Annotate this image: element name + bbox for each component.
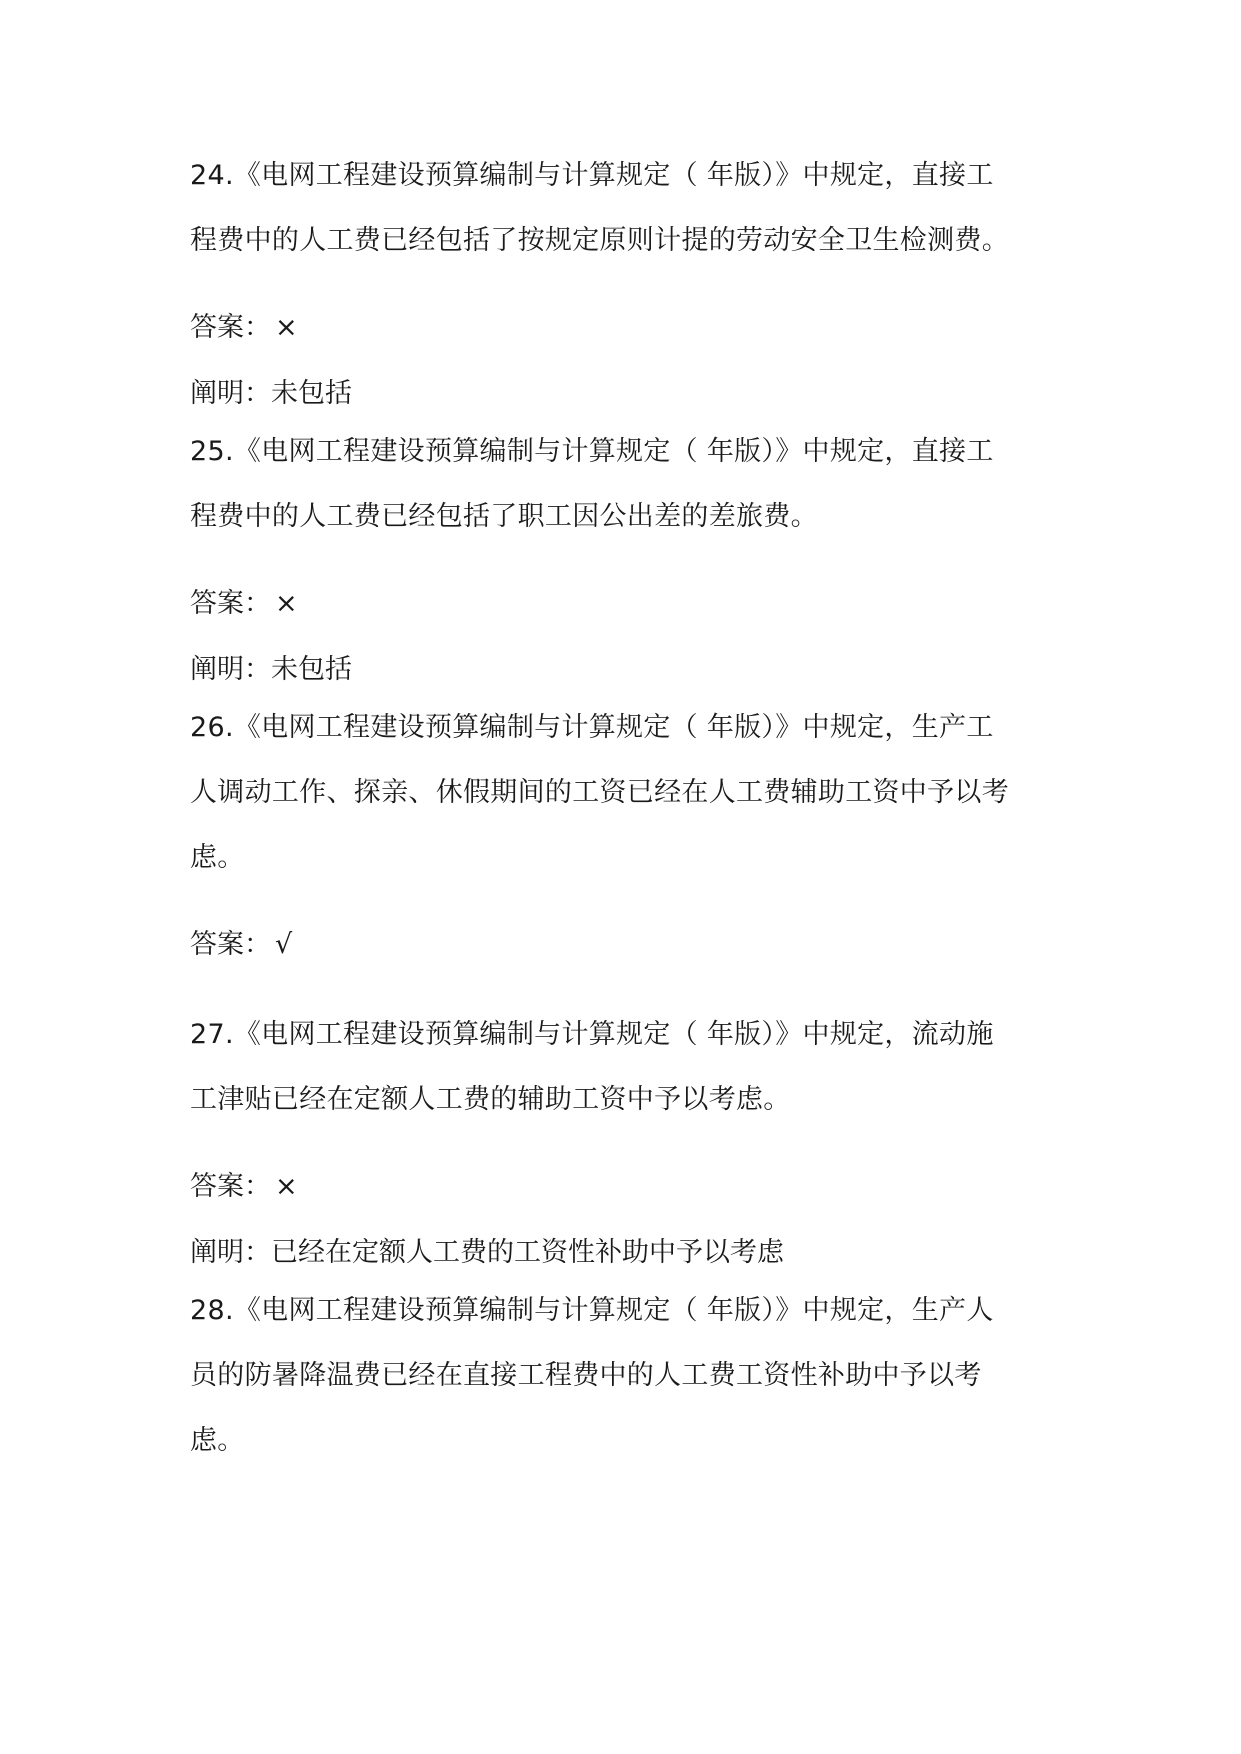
explanation-text: 未包括: [271, 378, 352, 409]
answer-block: [190, 588, 1060, 686]
question-text: 程费中的人工费已经包括了按规定原则计提的劳动安全卫生检测费。: [190, 225, 1009, 256]
question-text: 程费中的人工费已经包括了职工因公出差的差旅费。: [190, 501, 818, 532]
explanation-label: 阐明：: [190, 378, 271, 409]
question-text: 25.《电网工程建设预算编制与计算规定（ 年版）》中规定，直接工: [190, 436, 994, 467]
question-item: [190, 1019, 1060, 1269]
question-text: 24.《电网工程建设预算编制与计算规定（ 年版）》中规定，直接工: [190, 160, 994, 191]
document-content: [190, 160, 1060, 1457]
question-item: [190, 1295, 1060, 1457]
explanation-line: [190, 378, 1060, 410]
question-text: 虑。: [190, 842, 245, 873]
answer-mark: √: [275, 929, 293, 960]
answer-line: [190, 588, 1060, 620]
explanation-text: 已经在定额人工费的工资性补助中予以考虑: [271, 1237, 784, 1268]
question-text: 人调动工作、探亲、休假期间的工资已经在人工费辅助工资中予以考: [190, 777, 1009, 808]
explanation-text: 未包括: [271, 654, 352, 685]
answer-mark: ×: [275, 312, 298, 343]
answer-line: [190, 1171, 1060, 1203]
question-text: 26.《电网工程建设预算编制与计算规定（ 年版）》中规定，生产工: [190, 712, 994, 743]
question-text: 虑。: [190, 1425, 245, 1456]
answer-label: 答案：: [190, 588, 271, 619]
answer-block: [190, 1171, 1060, 1269]
explanation-line: [190, 1237, 1060, 1269]
question-text: 27.《电网工程建设预算编制与计算规定（ 年版）》中规定，流动施: [190, 1019, 994, 1050]
answer-label: 答案：: [190, 1171, 271, 1202]
explanation-label: 阐明：: [190, 1237, 271, 1268]
explanation-label: 阐明：: [190, 654, 271, 685]
explanation-line: [190, 654, 1060, 686]
answer-mark: ×: [275, 588, 298, 619]
answer-block: [190, 929, 1060, 961]
answer-mark: ×: [275, 1171, 298, 1202]
question-item: [190, 160, 1060, 410]
question-text: 28.《电网工程建设预算编制与计算规定（ 年版）》中规定，生产人: [190, 1295, 994, 1326]
question-text: 工津贴已经在定额人工费的辅助工资中予以考虑。: [190, 1084, 791, 1115]
question-item: [190, 712, 1060, 961]
question-item: [190, 436, 1060, 686]
answer-label: 答案：: [190, 312, 271, 343]
answer-label: 答案：: [190, 929, 271, 960]
answer-line: [190, 312, 1060, 344]
answer-line: [190, 929, 1060, 961]
answer-block: [190, 312, 1060, 410]
question-text: 员的防暑降温费已经在直接工程费中的人工费工资性补助中予以考: [190, 1360, 982, 1391]
